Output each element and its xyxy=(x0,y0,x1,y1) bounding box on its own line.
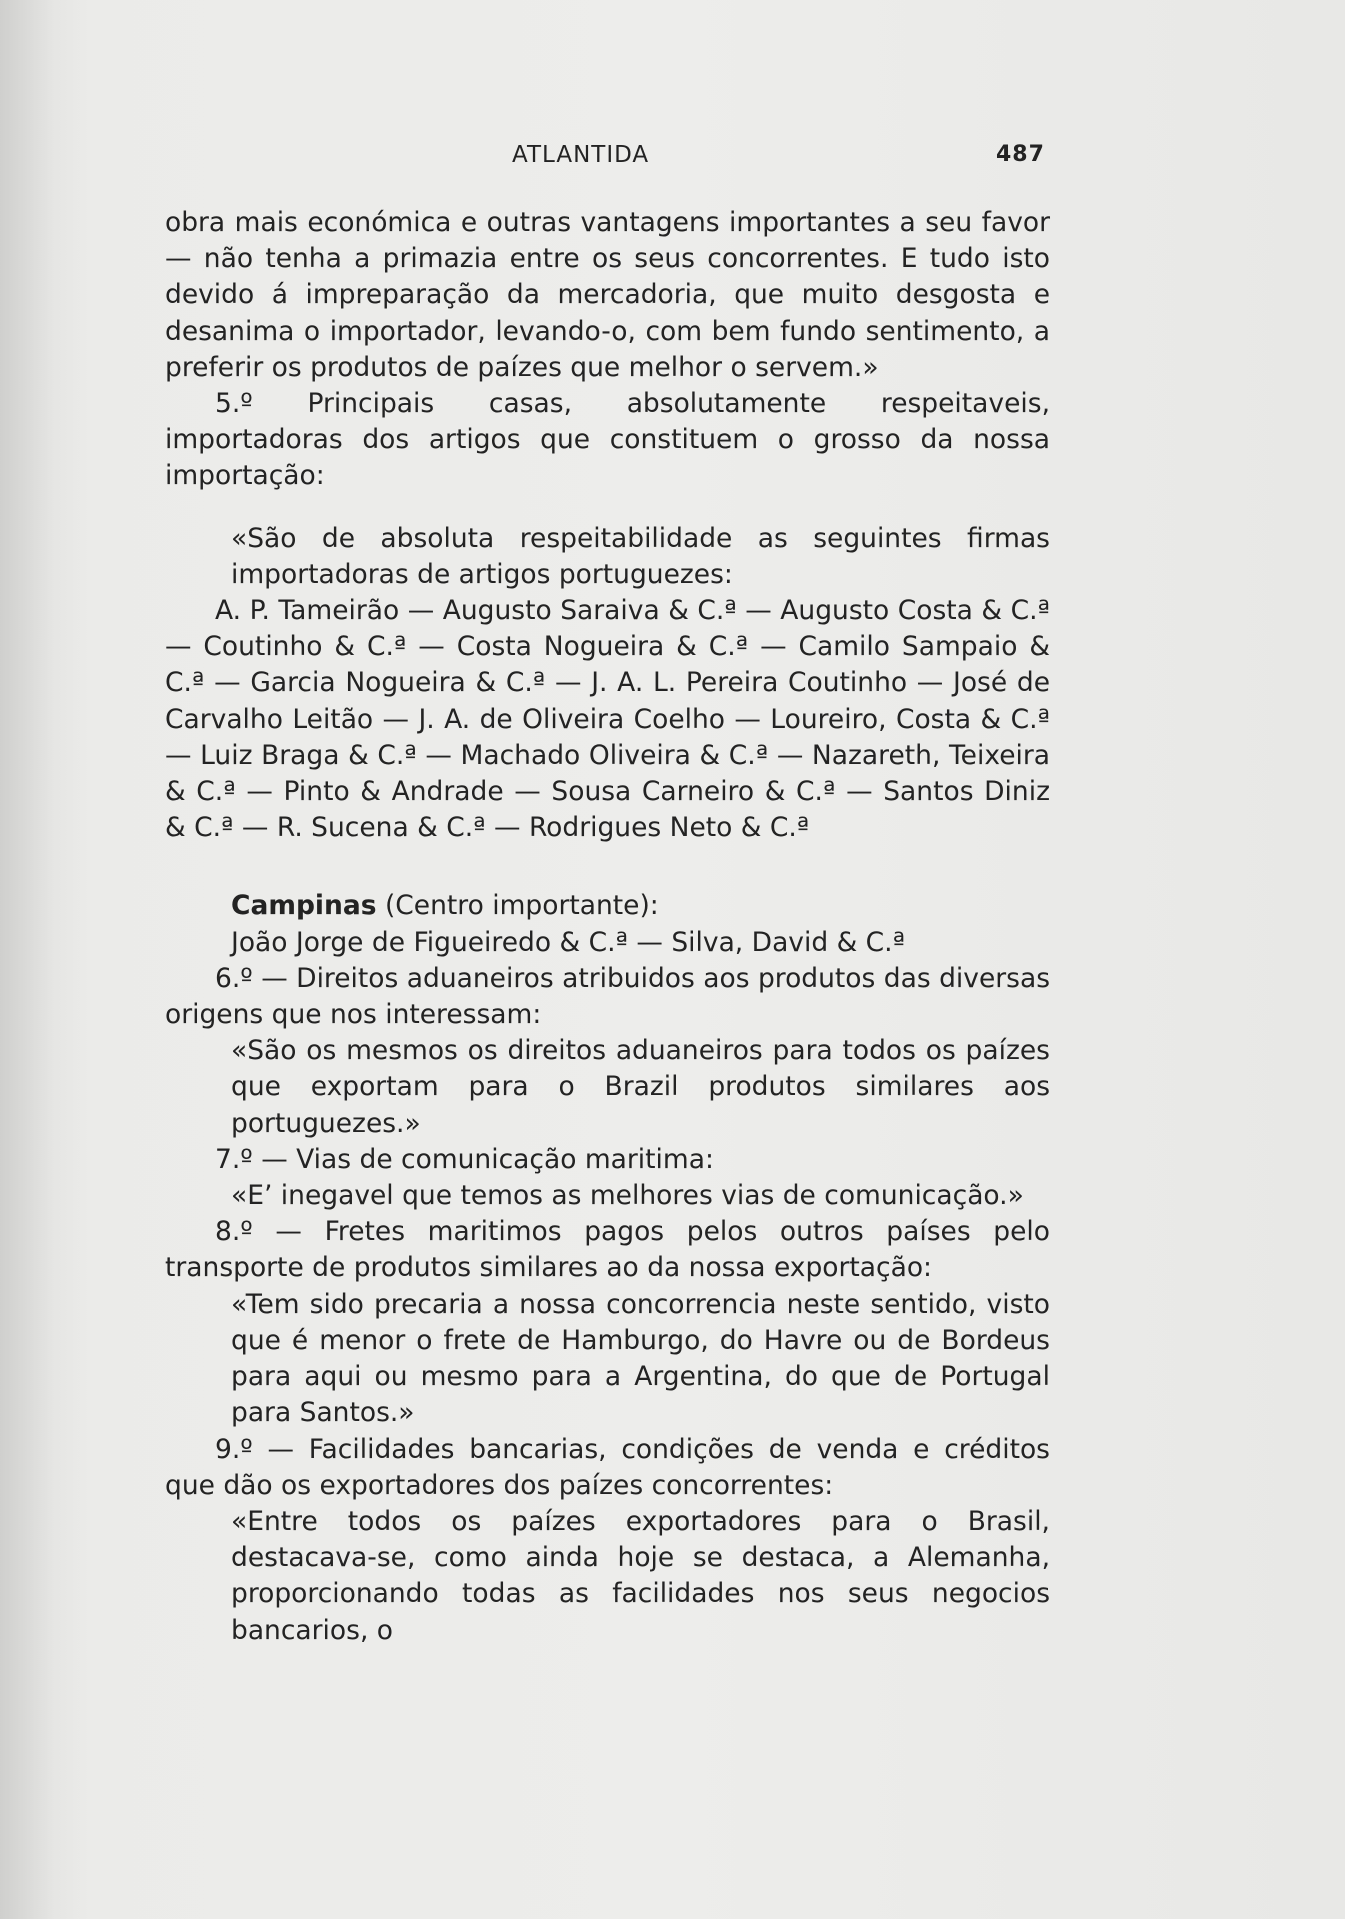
paragraph-item-8: 8.º — Fretes maritimos pagos pelos outros países pelo transporte de produtos similares ao da nossa exportação: xyxy=(165,1216,1050,1284)
running-title: ATLANTIDA xyxy=(512,142,650,168)
spacer xyxy=(165,846,1050,888)
firm-list: A. P. Tameirão — Augusto Saraiva & C.ª — Augusto Costa & C.ª — Coutinho & C.ª — Costa Nogueira & C.ª — Camilo Sampaio & C.ª — Garcia Nogueira & C.ª — J. A. L. Pereira Coutinho — José de Carvalho Leitão — J. A. de Oliveira Coelho — Loureiro, Costa & C.ª — Luiz Braga & C.ª — Machado Oliveira & C.ª — Nazareth, Teixeira & C.ª — Pinto & Andrade — Sousa Carneiro & C.ª — Santos Diniz & C.ª — R. Sucena & C.ª — Rodrigues Neto & C.ª xyxy=(165,595,1050,844)
campinas-heading xyxy=(165,888,1050,924)
quote-firms-intro: «São de absoluta respeitabilidade as seguintes firmas importadoras de artigos portuguezes: xyxy=(231,522,1050,590)
page-body xyxy=(165,205,1050,1649)
running-header xyxy=(0,138,1345,174)
quote-freight: «Tem sido precaria a nossa concorrencia neste sentido, visto que é menor o frete de Hamburgo, do Havre ou de Bordeus para aqui ou mesmo para a Argentina, do que de Portugal para Santos.» xyxy=(231,1288,1050,1429)
quote-customs: «São os mesmos os direitos aduaneiros para todos os paízes que exportam para o Brazil produtos similares aos portuguezes.» xyxy=(231,1035,1050,1139)
paragraph-item-6: 6.º — Direitos aduaneiros atribuidos aos produtos das diversas origens que nos interessam: xyxy=(165,962,1050,1031)
page-fold-shadow xyxy=(0,0,90,1919)
campinas-firms: João Jorge de Figueiredo & C.ª — Silva, David & C.ª xyxy=(231,926,906,958)
paragraph-item-7: 7.º — Vias de comunicação maritima: xyxy=(215,1143,714,1175)
campinas-name: Campinas xyxy=(231,890,377,922)
quote-shipping: «E’ inegavel que temos as melhores vias de comunicação.» xyxy=(231,1180,1024,1212)
spacer xyxy=(165,495,1050,521)
quote-banking: «Entre todos os paízes exportadores para o Brasil, destacava-se, como ainda hoje se destaca, a Alemanha, proporcionando todas as facilidades nos seus negocios bancarios, o xyxy=(231,1505,1050,1646)
campinas-note: (Centro importante): xyxy=(376,890,659,922)
paragraph-continuation: obra mais económica e outras vantagens importantes a seu favor — não tenha a primazia entre os seus concorrentes. E tudo isto devido á impreparação da mercadoria, que muito desgosta e desanima o importador, levando-o, com bem fundo sentimento, a preferir os produtos de paízes que melhor o servem.» xyxy=(165,207,1050,383)
paragraph-item-9: 9.º — Facilidades bancarias, condições de venda e créditos que dão os exportadores dos paízes concorrentes: xyxy=(165,1433,1050,1501)
paragraph-item-5: 5.º Principais casas, absolutamente respeitaveis, importadoras dos artigos que constituem o grosso da nossa importação: xyxy=(165,388,1050,492)
page-number: 487 xyxy=(996,142,1045,167)
